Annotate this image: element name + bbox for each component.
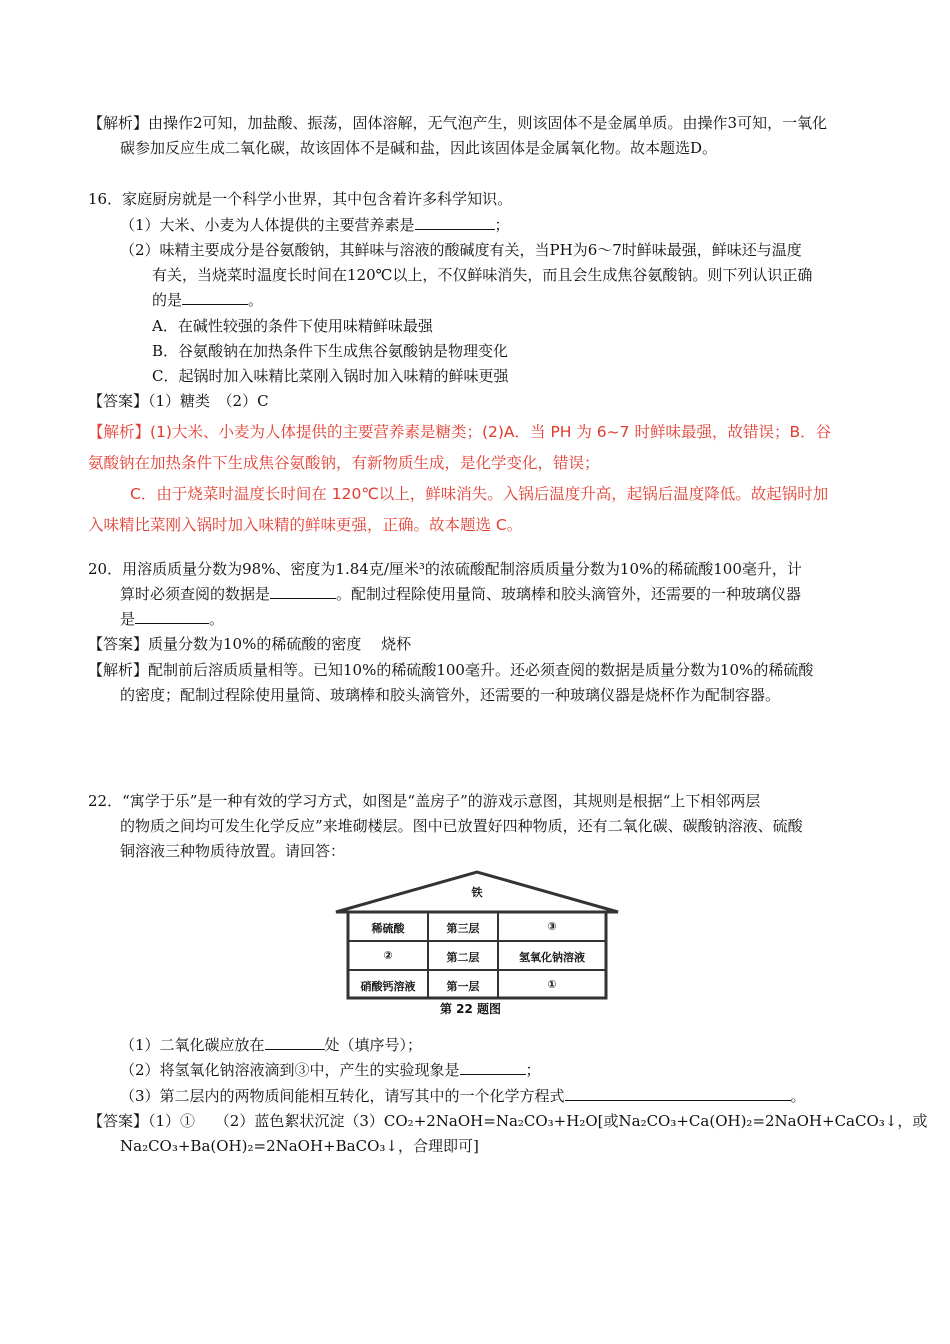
text-line [88,632,411,656]
line-text: A．在碱性较强的条件下使用味精鲜味最强 [152,317,433,335]
text-line [152,288,263,312]
text-line [152,339,508,363]
line-text: 的密度；配制过程除使用量筒、玻璃棒和胶头滴管外，还需要的一种玻璃仪器是烧杯作为配制容器。 [120,686,781,704]
line-text-after: ； [525,1061,541,1079]
line-text: 【答案】（1）① （2）蓝色絮状沉淀（3）CO₂+2NaOH=Na₂CO₃+H₂O[或Na₂CO₃+Ca(OH)₂=2NaOH+CaCO₃↓，或 [88,1112,928,1130]
line-text: Na₂CO₃+Ba(OH)₂=2NaOH+BaCO₃↓，合理即可] [120,1137,479,1155]
line-text: （2）味精主要成分是谷氨酸钠，其鲜味与溶液的酸碱度有关，当PH为6～7时鲜味最强，鲜味还与温度 [120,241,802,259]
line-text: 碳参加反应生成二氧化碳，故该固体不是碱和盐，因此该固体是金属氧化物。故本题选D。 [120,139,718,157]
text-line [120,607,224,631]
row2-mid: 第二层 [446,951,480,964]
answer-blank[interactable] [135,607,209,624]
text-line [88,111,827,135]
line-text: 【解析】配制前后溶质质量相等。已知10%的稀硫酸100毫升。还必须查阅的数据是质量分数为10%的稀硫酸 [88,661,814,679]
line-text: 算时必须查阅的数据是 [120,585,271,603]
text-line [120,1058,541,1082]
text-line [120,839,345,863]
line-text: （2）将氢氧化钠溶液滴到③中，产生的实验现象是 [120,1061,460,1079]
text-line [88,389,269,413]
line-text-after: 。 [790,1087,806,1105]
text-line [120,1033,422,1057]
line-text: 【答案】（1）糖类 （2）C [88,392,269,410]
line-text: 的是 [152,291,183,309]
text-line [88,420,831,444]
row3-left: 稀硫酸 [371,922,405,935]
line-text: 是 [120,610,136,628]
answer-blank[interactable] [270,582,336,599]
line-text-after: 。配制过程除使用量筒、玻璃棒和胶头滴管外，还需要的一种玻璃仪器 [336,585,802,603]
text-line [120,814,803,838]
text-line [88,658,813,682]
row3-mid: 第三层 [446,922,480,935]
text-line [120,582,801,606]
line-text: 入味精比菜刚入锅时加入味精的鲜味更强，正确。故本题选 C。 [88,516,523,534]
line-text: 16．家庭厨房就是一个科学小世界，其中包含着许多科学知识。 [88,190,513,208]
text-line [88,557,802,581]
row1-mid: 第一层 [446,980,480,993]
text-line [88,513,522,537]
answer-blank[interactable] [415,213,495,230]
line-text: C．起锅时加入味精比菜刚入锅时加入味精的鲜味更强 [152,367,509,385]
line-text: 氨酸钠在加热条件下生成焦谷氨酸钠，有新物质生成，是化学变化，错误； [88,454,600,472]
line-text: 有关，当烧菜时温度长时间在120℃以上，不仅鲜味消失，而且会生成焦谷氨酸钠。则下列认识正确 [152,266,813,284]
text-line [120,136,717,160]
text-line [120,683,780,707]
line-text: 铜溶液三种物质待放置。请回答： [120,842,346,860]
row1-right: ① [547,978,557,991]
roof-label: 铁 [471,886,483,899]
text-line [152,263,812,287]
answer-blank[interactable] [565,1084,791,1101]
line-text-after: 。 [209,610,225,628]
answer-blank[interactable] [460,1058,526,1075]
line-text: （3）第二层内的两物质间能相互转化，请写其中的一个化学方程式 [120,1087,565,1105]
line-text: （1）二氧化碳应放在 [120,1036,265,1054]
figure-caption: 第 22 题图 [440,1002,502,1016]
line-text: 20．用溶质质量分数为98%、密度为1.84克/厘米³的浓硫酸配制溶质质量分数为10%的稀硫酸100毫升，计 [88,560,802,578]
house-figure [332,868,622,1020]
text-line [120,213,510,237]
answer-blank[interactable] [182,288,248,305]
line-text: 【解析】(1)大米、小麦为人体提供的主要营养素是糖类；(2)A．当 PH 为 6~7 时鲜味最强，故错误；B．谷 [88,423,832,441]
text-line [120,1134,479,1158]
line-text: （1）大米、小麦为人体提供的主要营养素是 [120,216,415,234]
line-text-after: 处（填序号）； [324,1036,423,1054]
answer-blank[interactable] [265,1033,325,1050]
text-line [88,789,760,813]
line-text-after: 。 [248,291,264,309]
text-line [152,364,508,388]
text-line [152,314,433,338]
line-text: 22．“寓学于乐”是一种有效的学习方式，如图是“盖房子”的游戏示意图，其规则是根据“上下相邻两层 [88,792,761,810]
line-text: 【解析】由操作2可知，加盐酸、振荡，固体溶解，无气泡产生，则该固体不是金属单质。由操作3可知，一氧化 [88,114,828,132]
row1-left: 硝酸钙溶液 [360,980,416,993]
text-line [88,1109,927,1133]
line-text: 的物质之间均可发生化学反应”来堆砌楼层。图中已放置好四种物质，还有二氧化碳、碳酸钠溶液、硫酸 [120,817,803,835]
row2-right: 氢氧化钠溶液 [519,951,585,964]
text-line [88,451,600,475]
row2-left: ② [383,949,393,962]
line-text: B．谷氨酸钠在加热条件下生成焦谷氨酸钠是物理变化 [152,342,509,360]
text-line [88,187,512,211]
row3-right: ③ [547,920,557,933]
text-line [120,1084,806,1108]
text-line [120,238,802,262]
text-line [130,482,828,506]
line-text-after: ； [494,216,510,234]
line-text: C．由于烧菜时温度长时间在 120℃以上，鲜味消失。入锅后温度升高，起锅后温度降低。故起锅时加 [130,485,829,503]
line-text: 【答案】质量分数为10%的稀硫酸的密度 烧杯 [88,635,412,653]
